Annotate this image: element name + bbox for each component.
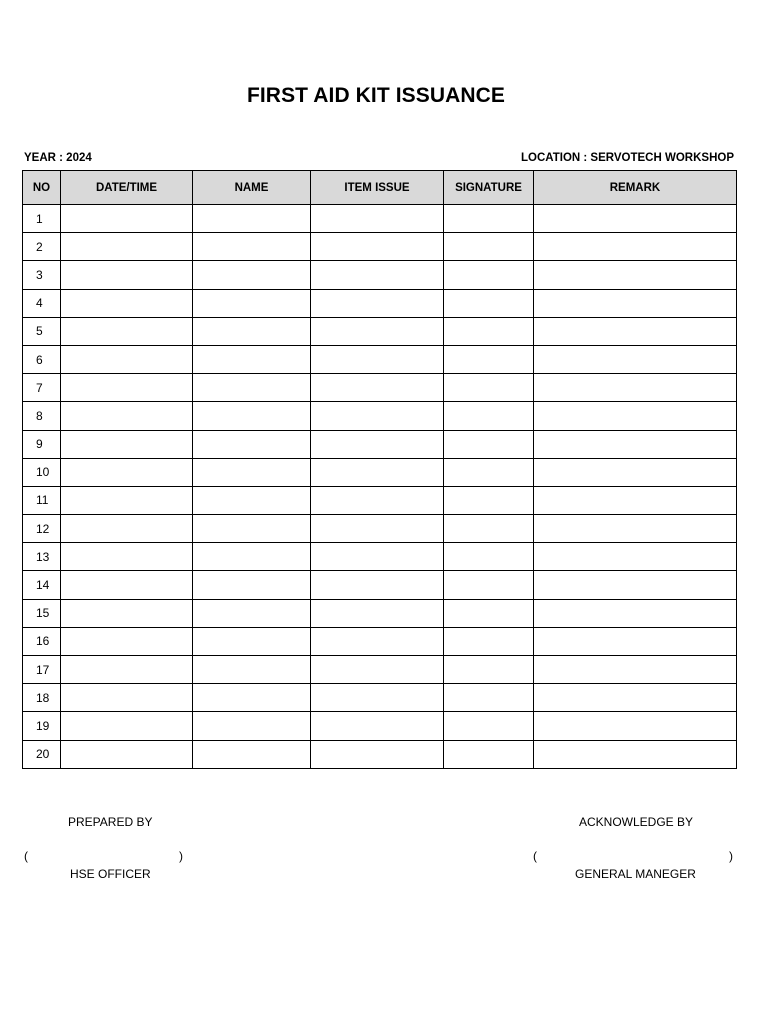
- signature-cell[interactable]: [444, 289, 534, 317]
- row-number: 5: [23, 317, 61, 345]
- signature-cell[interactable]: [444, 430, 534, 458]
- table-row: [23, 205, 737, 233]
- name-cell[interactable]: [193, 430, 311, 458]
- table-header-row: [23, 171, 737, 205]
- table-row: [23, 486, 737, 514]
- row-number: 4: [23, 289, 61, 317]
- row-number: 15: [23, 599, 61, 627]
- row-number: 7: [23, 374, 61, 402]
- prepared-open-paren: (: [24, 849, 28, 863]
- date-time-cell[interactable]: [61, 656, 193, 684]
- signature-cell[interactable]: [444, 374, 534, 402]
- signature-cell[interactable]: [444, 205, 534, 233]
- date-time-cell[interactable]: [61, 571, 193, 599]
- header-remark: REMARK: [534, 171, 737, 205]
- table-row: [23, 627, 737, 655]
- remark-cell[interactable]: [534, 543, 737, 571]
- date-time-cell[interactable]: [61, 233, 193, 261]
- item-issue-cell[interactable]: [311, 261, 444, 289]
- signature-cell[interactable]: [444, 543, 534, 571]
- item-issue-cell[interactable]: [311, 458, 444, 486]
- remark-cell[interactable]: [534, 656, 737, 684]
- name-cell[interactable]: [193, 515, 311, 543]
- date-time-cell[interactable]: [61, 486, 193, 514]
- table-row: [23, 515, 737, 543]
- item-issue-cell[interactable]: [311, 402, 444, 430]
- general-manager-role: GENERAL MANEGER: [575, 867, 696, 881]
- item-issue-cell[interactable]: [311, 515, 444, 543]
- date-time-cell[interactable]: [61, 261, 193, 289]
- item-issue-cell[interactable]: [311, 205, 444, 233]
- item-issue-cell[interactable]: [311, 684, 444, 712]
- item-issue-cell[interactable]: [311, 599, 444, 627]
- table-row: [23, 289, 737, 317]
- signature-cell[interactable]: [444, 599, 534, 627]
- row-number: 1: [23, 205, 61, 233]
- row-number: 12: [23, 515, 61, 543]
- item-issue-cell[interactable]: [311, 345, 444, 373]
- remark-cell[interactable]: [534, 740, 737, 768]
- signature-cell[interactable]: [444, 458, 534, 486]
- item-issue-cell[interactable]: [311, 486, 444, 514]
- signature-cell[interactable]: [444, 515, 534, 543]
- row-number: 20: [23, 740, 61, 768]
- date-time-cell[interactable]: [61, 684, 193, 712]
- name-cell[interactable]: [193, 571, 311, 599]
- remark-cell[interactable]: [534, 458, 737, 486]
- name-cell[interactable]: [193, 289, 311, 317]
- item-issue-cell[interactable]: [311, 740, 444, 768]
- item-issue-cell[interactable]: [311, 712, 444, 740]
- acknowledge-close-paren: ): [729, 849, 733, 863]
- item-issue-cell[interactable]: [311, 289, 444, 317]
- table-row: [23, 656, 737, 684]
- date-time-cell[interactable]: [61, 289, 193, 317]
- header-signature: SIGNATURE: [444, 171, 534, 205]
- header-name: NAME: [193, 171, 311, 205]
- page-title: FIRST AID KIT ISSUANCE: [246, 84, 506, 107]
- table-row: [23, 712, 737, 740]
- name-cell[interactable]: [193, 543, 311, 571]
- row-number: 19: [23, 712, 61, 740]
- signature-cell[interactable]: [444, 712, 534, 740]
- date-time-cell[interactable]: [61, 205, 193, 233]
- name-cell[interactable]: [193, 261, 311, 289]
- item-issue-cell[interactable]: [311, 317, 444, 345]
- signature-cell[interactable]: [444, 486, 534, 514]
- name-cell[interactable]: [193, 233, 311, 261]
- name-cell[interactable]: [193, 317, 311, 345]
- date-time-cell[interactable]: [61, 515, 193, 543]
- signature-cell[interactable]: [444, 317, 534, 345]
- name-cell[interactable]: [193, 656, 311, 684]
- table-row: [23, 374, 737, 402]
- name-cell[interactable]: [193, 712, 311, 740]
- date-time-cell[interactable]: [61, 712, 193, 740]
- table-row: [23, 261, 737, 289]
- prepared-by-label: PREPARED BY: [68, 815, 153, 829]
- date-time-cell[interactable]: [61, 374, 193, 402]
- name-cell[interactable]: [193, 402, 311, 430]
- prepared-close-paren: ): [179, 849, 183, 863]
- year-label: YEAR : 2024: [24, 152, 92, 164]
- item-issue-cell[interactable]: [311, 627, 444, 655]
- name-cell[interactable]: [193, 345, 311, 373]
- date-time-cell[interactable]: [61, 345, 193, 373]
- row-number: 14: [23, 571, 61, 599]
- table-row: [23, 740, 737, 768]
- name-cell[interactable]: [193, 599, 311, 627]
- date-time-cell[interactable]: [61, 599, 193, 627]
- table-row: [23, 571, 737, 599]
- hse-officer-role: HSE OFFICER: [70, 867, 151, 881]
- remark-cell[interactable]: [534, 684, 737, 712]
- table-row: [23, 345, 737, 373]
- issuance-table: [22, 170, 737, 769]
- remark-cell[interactable]: [534, 317, 737, 345]
- signature-cell[interactable]: [444, 261, 534, 289]
- row-number: 2: [23, 233, 61, 261]
- remark-cell[interactable]: [534, 261, 737, 289]
- signature-cell[interactable]: [444, 684, 534, 712]
- row-number: 11: [23, 486, 61, 514]
- signature-cell[interactable]: [444, 656, 534, 684]
- row-number: 9: [23, 430, 61, 458]
- acknowledge-by-label: ACKNOWLEDGE BY: [579, 815, 694, 829]
- name-cell[interactable]: [193, 486, 311, 514]
- signature-cell[interactable]: [444, 627, 534, 655]
- table-row: [23, 233, 737, 261]
- table-body: [23, 205, 737, 769]
- remark-cell[interactable]: [534, 712, 737, 740]
- row-number: 17: [23, 656, 61, 684]
- location-label: LOCATION : SERVOTECH WORKSHOP: [521, 152, 734, 164]
- remark-cell[interactable]: [534, 402, 737, 430]
- name-cell[interactable]: [193, 458, 311, 486]
- remark-cell[interactable]: [534, 289, 737, 317]
- acknowledge-open-paren: (: [533, 849, 537, 863]
- item-issue-cell[interactable]: [311, 543, 444, 571]
- signature-cell[interactable]: [444, 571, 534, 599]
- date-time-cell[interactable]: [61, 543, 193, 571]
- signature-cell[interactable]: [444, 402, 534, 430]
- item-issue-cell[interactable]: [311, 656, 444, 684]
- row-number: 3: [23, 261, 61, 289]
- name-cell[interactable]: [193, 684, 311, 712]
- item-issue-cell[interactable]: [311, 571, 444, 599]
- row-number: 6: [23, 345, 61, 373]
- date-time-cell[interactable]: [61, 430, 193, 458]
- remark-cell[interactable]: [534, 345, 737, 373]
- table-row: [23, 430, 737, 458]
- signature-cell[interactable]: [444, 233, 534, 261]
- remark-cell[interactable]: [534, 627, 737, 655]
- signature-cell[interactable]: [444, 740, 534, 768]
- table-row: [23, 458, 737, 486]
- header-item-issue: ITEM ISSUE: [311, 171, 444, 205]
- remark-cell[interactable]: [534, 515, 737, 543]
- name-cell[interactable]: [193, 374, 311, 402]
- date-time-cell[interactable]: [61, 740, 193, 768]
- header-no: NO: [23, 171, 61, 205]
- name-cell[interactable]: [193, 740, 311, 768]
- table-row: [23, 402, 737, 430]
- header-date-time: DATE/TIME: [61, 171, 193, 205]
- name-cell[interactable]: [193, 627, 311, 655]
- date-time-cell[interactable]: [61, 458, 193, 486]
- table-row: [23, 684, 737, 712]
- name-cell[interactable]: [193, 205, 311, 233]
- signature-cell[interactable]: [444, 345, 534, 373]
- item-issue-cell[interactable]: [311, 374, 444, 402]
- date-time-cell[interactable]: [61, 317, 193, 345]
- row-number: 10: [23, 458, 61, 486]
- table-row: [23, 543, 737, 571]
- item-issue-cell[interactable]: [311, 233, 444, 261]
- row-number: 8: [23, 402, 61, 430]
- date-time-cell[interactable]: [61, 627, 193, 655]
- date-time-cell[interactable]: [61, 402, 193, 430]
- remark-cell[interactable]: [534, 233, 737, 261]
- remark-cell[interactable]: [534, 571, 737, 599]
- item-issue-cell[interactable]: [311, 430, 444, 458]
- table-row: [23, 599, 737, 627]
- row-number: 18: [23, 684, 61, 712]
- table-row: [23, 317, 737, 345]
- remark-cell[interactable]: [534, 486, 737, 514]
- row-number: 13: [23, 543, 61, 571]
- remark-cell[interactable]: [534, 374, 737, 402]
- remark-cell[interactable]: [534, 599, 737, 627]
- row-number: 16: [23, 627, 61, 655]
- remark-cell[interactable]: [534, 430, 737, 458]
- remark-cell[interactable]: [534, 205, 737, 233]
